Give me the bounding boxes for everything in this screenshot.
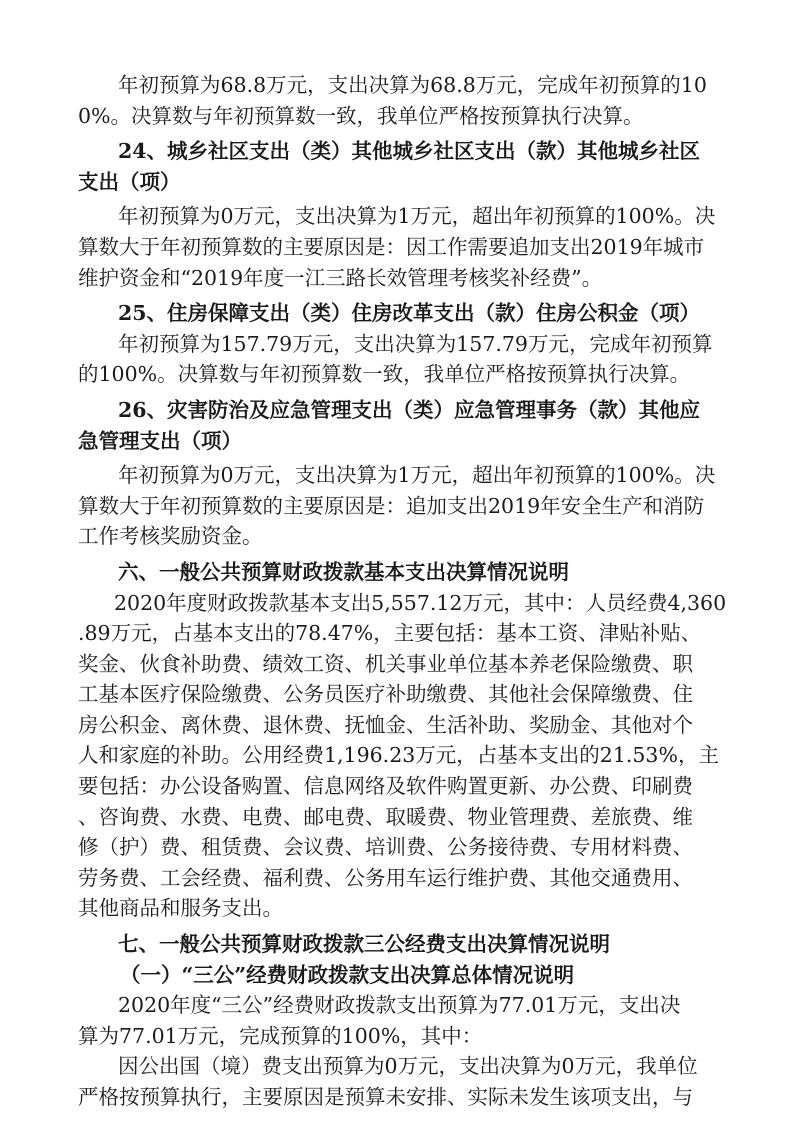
section-heading: 七、一般公共预算财政拨款三公经费支出决算情况说明 xyxy=(118,932,610,957)
paragraph-line: 劳务费、工会经费、福利费、公务用车运行维护费、其他交通费用、 xyxy=(78,865,693,890)
subsection-heading: （一）“三公”经费财政拨款支出决算总体情况说明 xyxy=(120,962,575,987)
paragraph-line: 年初预算为68.8万元，支出决算为68.8万元，完成年初预算的10 xyxy=(118,73,707,97)
section-heading: 急管理支出（项） xyxy=(78,428,242,453)
paragraph-line: 0%。决算数与年初预算数一致，我单位严格按预算执行决算。 xyxy=(78,103,644,128)
paragraph-line: 年初预算为0万元，支出决算为1万元，超出年初预算的100%。决 xyxy=(118,204,716,229)
section-heading: 26、灾害防治及应急管理支出（类）应急管理事务（款）其他应 xyxy=(118,397,701,422)
paragraph-line: 2020年度财政拨款基本支出5,557.12万元，其中：人员经费4,360 xyxy=(114,590,727,615)
paragraph-line: 房公积金、离休费、退休费、抚恤金、生活补助、奖励金、其他对个 xyxy=(78,712,693,737)
paragraph-line: 算数大于年初预算数的主要原因是：追加支出2019年安全生产和消防 xyxy=(78,493,705,518)
section-heading: 25、住房保障支出（类）住房改革支出（款）住房公积金（项） xyxy=(118,301,701,326)
section-heading: 24、城乡社区支出（类）其他城乡社区支出（款）其他城乡社区 xyxy=(118,139,701,164)
paragraph-line: 2020年度“三公”经费财政拨款支出预算为77.01万元，支出决 xyxy=(118,993,681,1018)
paragraph-line: 算数大于年初预算数的主要原因是：因工作需要追加支出2019年城市 xyxy=(78,234,705,259)
paragraph-line: .89万元，占基本支出的78.47%，主要包括：基本工资、津贴补贴、 xyxy=(78,621,702,646)
paragraph-line: 的100%。决算数与年初预算数一致，我单位严格按预算执行决算。 xyxy=(78,362,691,387)
paragraph-line: 年初预算为157.79万元，支出决算为157.79万元，完成年初预算 xyxy=(118,331,713,356)
paragraph-line: 工作考核奖励资金。 xyxy=(78,524,263,549)
paragraph-line: 严格按预算执行，主要原因是预算未安排、实际未发生该项支出，与 xyxy=(78,1085,693,1109)
paragraph-line: 算为77.01万元，完成预算的100%，其中： xyxy=(78,1023,483,1048)
paragraph-line: 奖金、伙食补助费、绩效工资、机关事业单位基本养老保险缴费、职 xyxy=(78,651,693,676)
paragraph-line: 维护资金和“2019年度一江三路长效管理考核奖补经费”。 xyxy=(78,265,603,290)
paragraph-line: 、咨询费、水费、电费、邮电费、取暖费、物业管理费、差旅费、维 xyxy=(78,804,693,829)
paragraph-line: 其他商品和服务支出。 xyxy=(78,896,283,921)
section-heading: 支出（项） xyxy=(78,169,181,194)
section-heading: 六、一般公共预算财政拨款基本支出决算情况说明 xyxy=(118,559,569,584)
paragraph-line: 年初预算为0万元，支出决算为1万元，超出年初预算的100%。决 xyxy=(118,463,716,488)
paragraph-line: 修（护）费、租赁费、会议费、培训费、公务接待费、专用材料费、 xyxy=(78,835,693,860)
paragraph-line: 人和家庭的补助。公用经费1,196.23万元，占基本支出的21.53%，主 xyxy=(78,743,719,768)
paragraph-line: 要包括：办公设备购置、信息网络及软件购置更新、办公费、印刷费 xyxy=(78,774,693,799)
document-page xyxy=(78,70,727,1113)
paragraph-line: 工基本医疗保险缴费、公务员医疗补助缴费、其他社会保障缴费、住 xyxy=(78,682,693,707)
paragraph-line: 因公出国（境）费支出预算为0万元，支出决算为0万元，我单位 xyxy=(118,1054,698,1079)
